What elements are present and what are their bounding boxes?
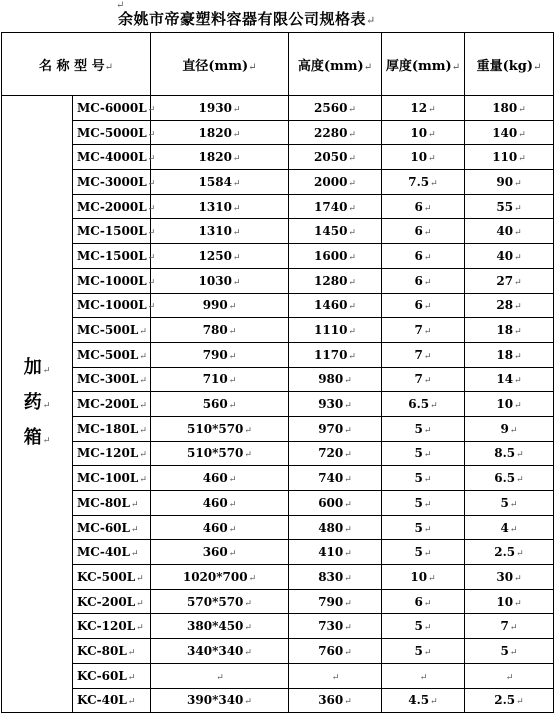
cell-weight: 40↵: [465, 244, 554, 269]
cell-height: 970↵: [289, 416, 382, 441]
cell-height: 1600↵: [289, 244, 382, 269]
cell-thickness: 10↵: [382, 120, 465, 145]
cell-model: KC-200L↵: [73, 589, 151, 614]
cell-weight: 28↵: [465, 293, 554, 318]
cell-weight: 55↵: [465, 194, 554, 219]
cell-diameter: 360↵: [151, 540, 289, 565]
cell-thickness: 6↵: [382, 194, 465, 219]
cell-model: KC-80L↵: [73, 639, 151, 664]
cell-thickness: 5↵: [382, 614, 465, 639]
table-row: [2, 491, 554, 516]
table-row: [2, 342, 554, 367]
cell-model: KC-60L↵: [73, 663, 151, 688]
table-row: [2, 688, 554, 713]
cell-height: 1460↵: [289, 293, 382, 318]
document-title: [118, 8, 376, 29]
table-row: [2, 318, 554, 343]
cell-model: MC-500L↵: [73, 342, 151, 367]
cell-diameter: 1584↵: [151, 170, 289, 195]
cell-weight: 8.5↵: [465, 441, 554, 466]
cell-height: 1170↵: [289, 342, 382, 367]
cell-thickness: 5↵: [382, 416, 465, 441]
header-row: [2, 33, 554, 96]
cell-thickness: 12↵: [382, 96, 465, 121]
cell-weight: 2.5↵: [465, 540, 554, 565]
cell-diameter: 1030↵: [151, 268, 289, 293]
cell-diameter: 390*340↵: [151, 688, 289, 713]
cell-weight: 14↵: [465, 367, 554, 392]
cell-weight: 5↵: [465, 491, 554, 516]
cell-model: MC-200L↵: [73, 392, 151, 417]
cell-model: MC-6000L↵: [73, 96, 151, 121]
cell-model: MC-500L↵: [73, 318, 151, 343]
table-row: [2, 170, 554, 195]
cell-thickness: 7↵: [382, 342, 465, 367]
cell-diameter: 510*570↵: [151, 441, 289, 466]
cell-thickness: 5↵: [382, 540, 465, 565]
cell-model: MC-1000L↵: [73, 268, 151, 293]
cell-height: 2560↵: [289, 96, 382, 121]
cell-thickness: ↵: [382, 663, 465, 688]
cell-height: ↵: [289, 663, 382, 688]
cell-model: MC-60L↵: [73, 515, 151, 540]
header-weight: 重量(kg)↵: [465, 33, 554, 96]
table-body: [2, 96, 554, 713]
cell-thickness: 5↵: [382, 515, 465, 540]
cell-weight: 180↵: [465, 96, 554, 121]
cell-thickness: 6↵: [382, 293, 465, 318]
table-row: [2, 441, 554, 466]
paragraph-mark: ↵: [366, 14, 376, 27]
cell-model: MC-100L↵: [73, 466, 151, 491]
cell-weight: 10↵: [465, 392, 554, 417]
header-diameter: 直径(mm)↵: [151, 33, 289, 96]
category-char: 药↵: [23, 391, 51, 413]
cell-diameter: 460↵: [151, 491, 289, 516]
cell-height: 980↵: [289, 367, 382, 392]
cell-diameter: 1820↵: [151, 120, 289, 145]
table-row: [2, 540, 554, 565]
cell-weight: 18↵: [465, 342, 554, 367]
cell-thickness: 10↵: [382, 565, 465, 590]
cell-diameter: 570*570↵: [151, 589, 289, 614]
table-row: [2, 96, 554, 121]
category-char: 箱↵: [23, 426, 51, 448]
cell-diameter: 710↵: [151, 367, 289, 392]
cell-thickness: 6↵: [382, 219, 465, 244]
cell-thickness: 5↵: [382, 441, 465, 466]
cell-height: 720↵: [289, 441, 382, 466]
cell-thickness: 5↵: [382, 639, 465, 664]
cell-model: MC-120L↵: [73, 441, 151, 466]
cell-height: 790↵: [289, 589, 382, 614]
cell-weight: 6.5↵: [465, 466, 554, 491]
cell-height: 760↵: [289, 639, 382, 664]
table-row: [2, 565, 554, 590]
table-row: [2, 639, 554, 664]
cell-diameter: 340*340↵: [151, 639, 289, 664]
cell-model: MC-80L↵: [73, 491, 151, 516]
cell-model: MC-4000L↵: [73, 145, 151, 170]
cell-diameter: 1020*700↵: [151, 565, 289, 590]
table-row: [2, 663, 554, 688]
cell-model: KC-120L↵: [73, 614, 151, 639]
cell-model: MC-180L↵: [73, 416, 151, 441]
cell-diameter: 790↵: [151, 342, 289, 367]
cell-diameter: 1310↵: [151, 194, 289, 219]
cell-weight: 5↵: [465, 639, 554, 664]
cell-thickness: 6.5↵: [382, 392, 465, 417]
cell-diameter: 460↵: [151, 466, 289, 491]
cell-height: 360↵: [289, 688, 382, 713]
table-row: [2, 194, 554, 219]
table-row: [2, 515, 554, 540]
cell-height: 410↵: [289, 540, 382, 565]
header-height: 高度(mm)↵: [289, 33, 382, 96]
cell-weight: 7↵: [465, 614, 554, 639]
cell-thickness: 6↵: [382, 589, 465, 614]
paragraph-mark: ↵: [116, 0, 125, 11]
cell-thickness: 5↵: [382, 491, 465, 516]
cell-weight: 27↵: [465, 268, 554, 293]
cell-model: MC-1000L↵: [73, 293, 151, 318]
table-row: [2, 367, 554, 392]
cell-diameter: 990↵: [151, 293, 289, 318]
cell-height: 830↵: [289, 565, 382, 590]
cell-diameter: 1310↵: [151, 219, 289, 244]
category-char: 加↵: [23, 356, 51, 378]
cell-height: 480↵: [289, 515, 382, 540]
cell-diameter: 510*570↵: [151, 416, 289, 441]
cell-height: 1110↵: [289, 318, 382, 343]
cell-thickness: 6↵: [382, 244, 465, 269]
header-name: 名 称 型 号↵: [2, 33, 151, 96]
cell-model: MC-3000L↵: [73, 170, 151, 195]
cell-thickness: 10↵: [382, 145, 465, 170]
cell-height: 600↵: [289, 491, 382, 516]
cell-weight: 110↵: [465, 145, 554, 170]
cell-model: MC-1500L↵: [73, 219, 151, 244]
cell-model: KC-500L↵: [73, 565, 151, 590]
cell-height: 930↵: [289, 392, 382, 417]
table-row: [2, 120, 554, 145]
cell-diameter: 1930↵: [151, 96, 289, 121]
cell-diameter: 380*450↵: [151, 614, 289, 639]
cell-model: MC-5000L↵: [73, 120, 151, 145]
cell-thickness: 5↵: [382, 466, 465, 491]
table-row: [2, 145, 554, 170]
cell-weight: 2.5↵: [465, 688, 554, 713]
cell-weight: 9↵: [465, 416, 554, 441]
cell-weight: 18↵: [465, 318, 554, 343]
cell-model: MC-40L↵: [73, 540, 151, 565]
cell-height: 2000↵: [289, 170, 382, 195]
table-row: [2, 219, 554, 244]
cell-diameter: ↵: [151, 663, 289, 688]
cell-model: MC-2000L↵: [73, 194, 151, 219]
cell-height: 2050↵: [289, 145, 382, 170]
cell-diameter: 1820↵: [151, 145, 289, 170]
table-row: [2, 392, 554, 417]
cell-thickness: 7.5↵: [382, 170, 465, 195]
cell-diameter: 1250↵: [151, 244, 289, 269]
spec-table: [1, 32, 554, 713]
table-row: [2, 416, 554, 441]
cell-thickness: 7↵: [382, 318, 465, 343]
cell-weight: 40↵: [465, 219, 554, 244]
table-row: [2, 466, 554, 491]
cell-weight: 140↵: [465, 120, 554, 145]
table-row: [2, 293, 554, 318]
cell-model: MC-1500L↵: [73, 244, 151, 269]
table-row: [2, 614, 554, 639]
cell-diameter: 780↵: [151, 318, 289, 343]
cell-model: KC-40L↵: [73, 688, 151, 713]
category-cell: [2, 96, 73, 713]
cell-height: 1280↵: [289, 268, 382, 293]
cell-thickness: 6↵: [382, 268, 465, 293]
title-text: 余姚市帝豪塑料容器有限公司规格表: [118, 10, 367, 28]
cell-weight: 90↵: [465, 170, 554, 195]
cell-model: MC-300L↵: [73, 367, 151, 392]
cell-weight: 10↵: [465, 589, 554, 614]
table-row: [2, 268, 554, 293]
cell-weight: 30↵: [465, 565, 554, 590]
cell-height: 1450↵: [289, 219, 382, 244]
cell-thickness: 7↵: [382, 367, 465, 392]
cell-weight: 4↵: [465, 515, 554, 540]
cell-height: 2280↵: [289, 120, 382, 145]
header-thickness: 厚度(mm)↵: [382, 33, 465, 96]
table-row: [2, 589, 554, 614]
cell-height: 1740↵: [289, 194, 382, 219]
cell-diameter: 560↵: [151, 392, 289, 417]
table-row: [2, 244, 554, 269]
cell-thickness: 4.5↵: [382, 688, 465, 713]
cell-height: 740↵: [289, 466, 382, 491]
cell-height: 730↵: [289, 614, 382, 639]
cell-weight: ↵: [465, 663, 554, 688]
cell-diameter: 460↵: [151, 515, 289, 540]
